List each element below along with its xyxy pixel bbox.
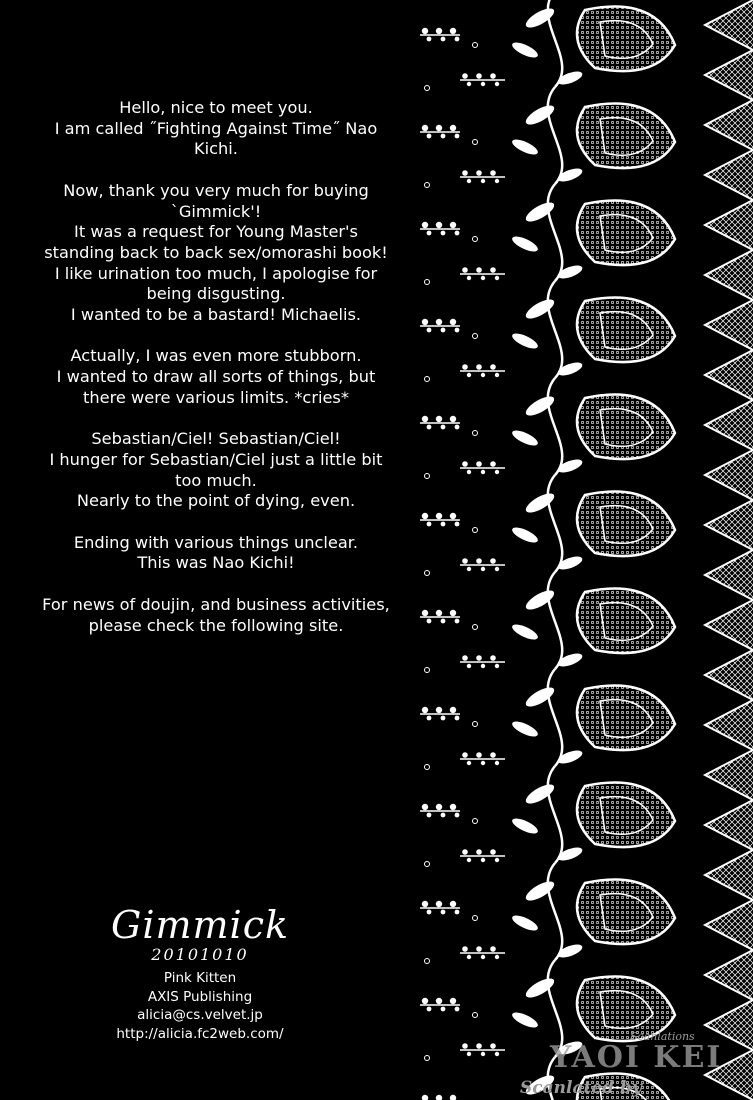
lace-sprig-bud bbox=[427, 134, 432, 139]
lace-sprig-bud bbox=[422, 610, 428, 616]
text-line: Hello, nice to meet you. bbox=[119, 98, 313, 117]
lace-sprig-bud bbox=[462, 461, 468, 467]
lace-sprig-bud bbox=[455, 328, 460, 333]
lace-sprig-bud bbox=[436, 998, 442, 1004]
lace-sprig-bud bbox=[455, 134, 460, 139]
lace-leaf bbox=[556, 166, 584, 184]
paragraph-pairing bbox=[20, 429, 412, 512]
lace-sprig-bud bbox=[495, 276, 499, 280]
paragraph-greeting bbox=[20, 98, 412, 160]
lace-sprig-bud bbox=[436, 1095, 442, 1100]
lace-sprig-bud bbox=[427, 522, 432, 527]
lace-sprig-bud bbox=[481, 664, 485, 668]
lace-sprig-bud bbox=[427, 910, 432, 915]
lace-sprig-bud bbox=[441, 134, 446, 139]
lace-sprig-bud bbox=[481, 955, 485, 959]
lace-sprig-bud bbox=[490, 946, 496, 952]
lace-sprig-bud bbox=[455, 910, 460, 915]
lace-sprig-bud bbox=[422, 28, 428, 34]
lace-dot bbox=[473, 43, 478, 48]
colophon bbox=[100, 905, 300, 1043]
lace-leaf bbox=[510, 137, 540, 158]
lace-sprig-bud bbox=[481, 858, 485, 862]
lace-sprig-bud bbox=[436, 901, 442, 907]
lace-sprig-bud bbox=[481, 567, 485, 571]
lace-leaf bbox=[556, 845, 584, 863]
lace-leaf bbox=[556, 69, 584, 87]
text-line: I wanted to be a bastard! Michaelis. bbox=[70, 305, 362, 325]
lace-leaf bbox=[510, 622, 540, 643]
lace-sprig-bud bbox=[490, 170, 496, 176]
lace-sprig-bud bbox=[467, 82, 471, 86]
text-line: `Gimmick'! bbox=[170, 201, 262, 221]
book-title: Gimmick bbox=[110, 903, 290, 947]
lace-sprig-bud bbox=[462, 364, 468, 370]
lace-dot bbox=[473, 334, 478, 339]
lace-sprig-bud bbox=[490, 558, 496, 564]
lace-sprig-bud bbox=[467, 664, 471, 668]
lace-sprig-bud bbox=[427, 37, 432, 42]
lace-sprig-bud bbox=[436, 610, 442, 616]
paragraph-stubborn bbox=[20, 346, 412, 408]
lace-sprig-bud bbox=[495, 373, 499, 377]
text-line: Now, thank you very much for buying bbox=[63, 180, 369, 200]
lace-sprig-bud bbox=[476, 1043, 482, 1049]
lace-sprig-bud bbox=[450, 416, 456, 422]
lace-dot bbox=[473, 625, 478, 630]
lace-sprig-bud bbox=[450, 513, 456, 519]
lace-sprig-bud bbox=[455, 813, 460, 818]
lace-sprig-bud bbox=[467, 567, 471, 571]
lace-sprig-bud bbox=[427, 813, 432, 818]
lace-sprig-bud bbox=[441, 716, 446, 721]
lace-dot bbox=[425, 765, 430, 770]
lace-leaf bbox=[510, 40, 540, 61]
lace-sprig-bud bbox=[450, 28, 456, 34]
lace-sprig-bud bbox=[436, 707, 442, 713]
lace-sprig-bud bbox=[436, 28, 442, 34]
lace-sprig-bud bbox=[462, 170, 468, 176]
lace-sprig-bud bbox=[476, 558, 482, 564]
lace-sprig-bud bbox=[476, 461, 482, 467]
lace-sprig-bud bbox=[441, 522, 446, 527]
lace-leaf bbox=[510, 428, 540, 449]
lace-dot bbox=[425, 668, 430, 673]
lace-sprig-bud bbox=[462, 558, 468, 564]
lace-dot bbox=[473, 722, 478, 727]
lace-sprig-bud bbox=[481, 761, 485, 765]
lace-sprig-bud bbox=[455, 231, 460, 236]
text-line: It was a request for Young Master's bbox=[74, 222, 358, 242]
lace-sprig-bud bbox=[481, 276, 485, 280]
text-line: please check the following site. bbox=[88, 615, 344, 635]
lace-vine bbox=[548, 669, 562, 766]
lace-sprig-bud bbox=[481, 82, 485, 86]
lace-sprig-bud bbox=[441, 328, 446, 333]
lace-sprig-bud bbox=[476, 849, 482, 855]
lace-sprig-bud bbox=[467, 276, 471, 280]
lace-flower bbox=[577, 880, 675, 945]
lace-leaf bbox=[556, 263, 584, 281]
text-line: For news of doujin, and business activities, bbox=[42, 594, 390, 614]
paragraph-thanks bbox=[20, 181, 412, 326]
contact-email[interactable]: alicia@cs.velvet.jp bbox=[137, 1007, 263, 1023]
lace-vine bbox=[548, 863, 562, 960]
lace-dot bbox=[473, 237, 478, 242]
lace-vine bbox=[548, 184, 562, 281]
lace-sprig-bud bbox=[427, 1007, 432, 1012]
lace-leaf bbox=[510, 719, 540, 740]
lace-sprig-bud bbox=[441, 231, 446, 236]
publication-date: 20101010 bbox=[151, 945, 249, 964]
lace-sprig-bud bbox=[441, 619, 446, 624]
text-line: I am called ˝Fighting Against Time˝ Nao bbox=[54, 118, 378, 138]
lace-sprig-bud bbox=[467, 761, 471, 765]
lace-sprig-bud bbox=[490, 267, 496, 273]
lace-sprig-bud bbox=[481, 179, 485, 183]
lace-vine bbox=[548, 378, 562, 475]
circle-name: Pink Kitten bbox=[163, 970, 237, 986]
lace-sprig-bud bbox=[450, 125, 456, 131]
lace-motifs bbox=[420, 0, 753, 1100]
lace-sprig-bud bbox=[436, 222, 442, 228]
lace-leaf bbox=[556, 554, 584, 572]
text-line: standing back to back sex/omorashi book! bbox=[44, 242, 388, 262]
lace-sprig-bud bbox=[495, 179, 499, 183]
text-line: I like urination too much, I apologise for bbox=[54, 263, 378, 283]
scanlation-watermark bbox=[520, 1000, 753, 1100]
lace-dot bbox=[473, 1013, 478, 1018]
lace-flower bbox=[577, 298, 675, 363]
lace-sprig-bud bbox=[450, 998, 456, 1004]
text-line: This was Nao Kichi! bbox=[137, 553, 295, 573]
lace-sprig-bud bbox=[441, 910, 446, 915]
lace-sprig-bud bbox=[490, 461, 496, 467]
lace-dot bbox=[425, 862, 430, 867]
text-line: Sebastian/Ciel! Sebastian/Ciel! bbox=[91, 429, 341, 449]
lace-sprig-bud bbox=[436, 125, 442, 131]
text-line: too much. bbox=[175, 470, 257, 490]
lace-sprig-bud bbox=[476, 655, 482, 661]
lace-dot bbox=[425, 280, 430, 285]
lace-sprig-bud bbox=[441, 813, 446, 818]
lace-sprig-bud bbox=[476, 364, 482, 370]
lace-dot bbox=[425, 571, 430, 576]
lace-border-decoration bbox=[405, 0, 753, 1100]
lace-sprig-bud bbox=[467, 179, 471, 183]
text-line: I wanted to draw all sorts of things, but bbox=[56, 367, 376, 387]
lace-flower bbox=[577, 492, 675, 557]
lace-sprig-bud bbox=[455, 716, 460, 721]
lace-sprig-bud bbox=[436, 513, 442, 519]
lace-dot bbox=[425, 183, 430, 188]
lace-sprig-bud bbox=[481, 470, 485, 474]
lace-sprig-bud bbox=[467, 955, 471, 959]
lace-sprig-bud bbox=[495, 82, 499, 86]
lace-sprig-bud bbox=[490, 655, 496, 661]
lace-flower bbox=[577, 7, 675, 72]
lace-sprig-bud bbox=[450, 901, 456, 907]
lace-sprig-bud bbox=[476, 73, 482, 79]
lace-sprig-bud bbox=[490, 752, 496, 758]
lace-sprig-bud bbox=[422, 804, 428, 810]
lace-flower bbox=[577, 783, 675, 848]
lace-sprig-bud bbox=[462, 1043, 468, 1049]
lace-leaf bbox=[510, 525, 540, 546]
watermark-group: Scanlations bbox=[630, 1030, 695, 1043]
lace-flower bbox=[577, 395, 675, 460]
lace-dot bbox=[425, 474, 430, 479]
lace-sprig-bud bbox=[495, 664, 499, 668]
lace-leaf bbox=[556, 942, 584, 960]
lace-sprig-bud bbox=[476, 170, 482, 176]
lace-vine bbox=[548, 87, 562, 184]
lace-sprig-bud bbox=[455, 425, 460, 430]
lace-sprig-bud bbox=[467, 858, 471, 862]
lace-leaf bbox=[556, 360, 584, 378]
lace-leaf bbox=[556, 651, 584, 669]
text-line: Ending with various things unclear. bbox=[73, 532, 359, 552]
publisher-name: AXIS Publishing bbox=[147, 988, 253, 1005]
lace-sprig-bud bbox=[427, 231, 432, 236]
lace-sprig-bud bbox=[422, 901, 428, 907]
lace-sprig-bud bbox=[427, 328, 432, 333]
lace-sprig-bud bbox=[495, 470, 499, 474]
lace-sprig-bud bbox=[422, 707, 428, 713]
lace-leaf bbox=[510, 234, 540, 255]
lace-sprig-bud bbox=[495, 567, 499, 571]
lace-sprig-bud bbox=[422, 1095, 428, 1100]
lace-dot bbox=[425, 959, 430, 964]
lace-sprig-bud bbox=[436, 319, 442, 325]
website-link[interactable]: http://alicia.fc2web.com/ bbox=[116, 1025, 284, 1042]
lace-sprig-bud bbox=[476, 752, 482, 758]
lace-sprig-bud bbox=[450, 610, 456, 616]
lace-vine bbox=[548, 766, 562, 863]
lace-sprig-bud bbox=[422, 513, 428, 519]
lace-dot bbox=[425, 86, 430, 91]
lace-sprig-bud bbox=[481, 373, 485, 377]
lace-sprig-bud bbox=[427, 716, 432, 721]
lace-dot bbox=[473, 140, 478, 145]
lace-sprig-bud bbox=[490, 849, 496, 855]
paragraph-news bbox=[20, 595, 412, 636]
lace-sprig-bud bbox=[422, 125, 428, 131]
lace-dot bbox=[473, 431, 478, 436]
lace-flower bbox=[577, 201, 675, 266]
afterword-text bbox=[20, 98, 412, 657]
text-line: there were various limits. *cries* bbox=[83, 387, 349, 407]
lace-leaf bbox=[556, 457, 584, 475]
lace-dot bbox=[425, 377, 430, 382]
lace-sprig-bud bbox=[462, 752, 468, 758]
lace-dot bbox=[473, 528, 478, 533]
lace-sprig-bud bbox=[422, 416, 428, 422]
lace-sprig-bud bbox=[455, 619, 460, 624]
lace-sprig-bud bbox=[490, 1043, 496, 1049]
lace-sprig-bud bbox=[436, 416, 442, 422]
lace-sprig-bud bbox=[462, 946, 468, 952]
lace-sprig-bud bbox=[462, 73, 468, 79]
paragraph-closing bbox=[20, 533, 412, 574]
lace-sprig-bud bbox=[427, 619, 432, 624]
lace-sprig-bud bbox=[436, 804, 442, 810]
lace-flower bbox=[577, 104, 675, 169]
lace-vine bbox=[548, 475, 562, 572]
lace-sprig-bud bbox=[462, 849, 468, 855]
watermark-credit: Scanlated by bbox=[520, 1078, 642, 1098]
lace-vine bbox=[548, 572, 562, 669]
lace-sprig-bud bbox=[455, 1007, 460, 1012]
lace-sprig-bud bbox=[467, 470, 471, 474]
lace-leaf bbox=[510, 913, 540, 934]
lace-sprig-bud bbox=[441, 37, 446, 42]
lace-sprig-bud bbox=[422, 222, 428, 228]
text-line: Actually, I was even more stubborn. bbox=[70, 346, 362, 366]
lace-sprig-bud bbox=[490, 73, 496, 79]
lace-leaf bbox=[556, 748, 584, 766]
lace-mesh-edge bbox=[705, 0, 753, 1100]
lace-sprig-bud bbox=[462, 267, 468, 273]
text-line: I hunger for Sebastian/Ciel just a little bit bbox=[49, 449, 383, 469]
lace-sprig-bud bbox=[450, 804, 456, 810]
lace-sprig-bud bbox=[495, 955, 499, 959]
lace-sprig-bud bbox=[476, 267, 482, 273]
lace-sprig-bud bbox=[455, 522, 460, 527]
lace-dot bbox=[425, 1056, 430, 1061]
lace-sprig-bud bbox=[427, 425, 432, 430]
lace-dot bbox=[473, 916, 478, 921]
lace-sprig-bud bbox=[450, 1095, 456, 1100]
lace-sprig-bud bbox=[495, 761, 499, 765]
lace-sprig-bud bbox=[467, 373, 471, 377]
lace-leaf bbox=[510, 816, 540, 837]
lace-sprig-bud bbox=[422, 319, 428, 325]
lace-sprig-bud bbox=[467, 1052, 471, 1056]
lace-vine bbox=[548, 281, 562, 378]
lace-sprig-bud bbox=[481, 1052, 485, 1056]
lace-flower bbox=[577, 686, 675, 751]
lace-sprig-bud bbox=[495, 858, 499, 862]
lace-sprig-bud bbox=[450, 707, 456, 713]
lace-leaf bbox=[510, 331, 540, 352]
lace-sprig-bud bbox=[476, 946, 482, 952]
text-line: Kichi. bbox=[194, 139, 238, 159]
text-line: Nearly to the point of dying, even. bbox=[76, 491, 356, 511]
lace-sprig-bud bbox=[441, 1007, 446, 1012]
text-line: being disgusting. bbox=[146, 284, 286, 304]
lace-sprig-bud bbox=[455, 37, 460, 42]
lace-flower bbox=[577, 589, 675, 654]
lace-sprig-bud bbox=[490, 364, 496, 370]
lace-sprig-bud bbox=[462, 655, 468, 661]
lace-dot bbox=[473, 819, 478, 824]
lace-sprig-bud bbox=[441, 425, 446, 430]
lace-sprig-bud bbox=[450, 319, 456, 325]
lace-sprig-bud bbox=[495, 1052, 499, 1056]
watermark-name: YAOI KEI bbox=[550, 1040, 723, 1075]
lace-sprig-bud bbox=[422, 998, 428, 1004]
lace-sprig-bud bbox=[450, 222, 456, 228]
